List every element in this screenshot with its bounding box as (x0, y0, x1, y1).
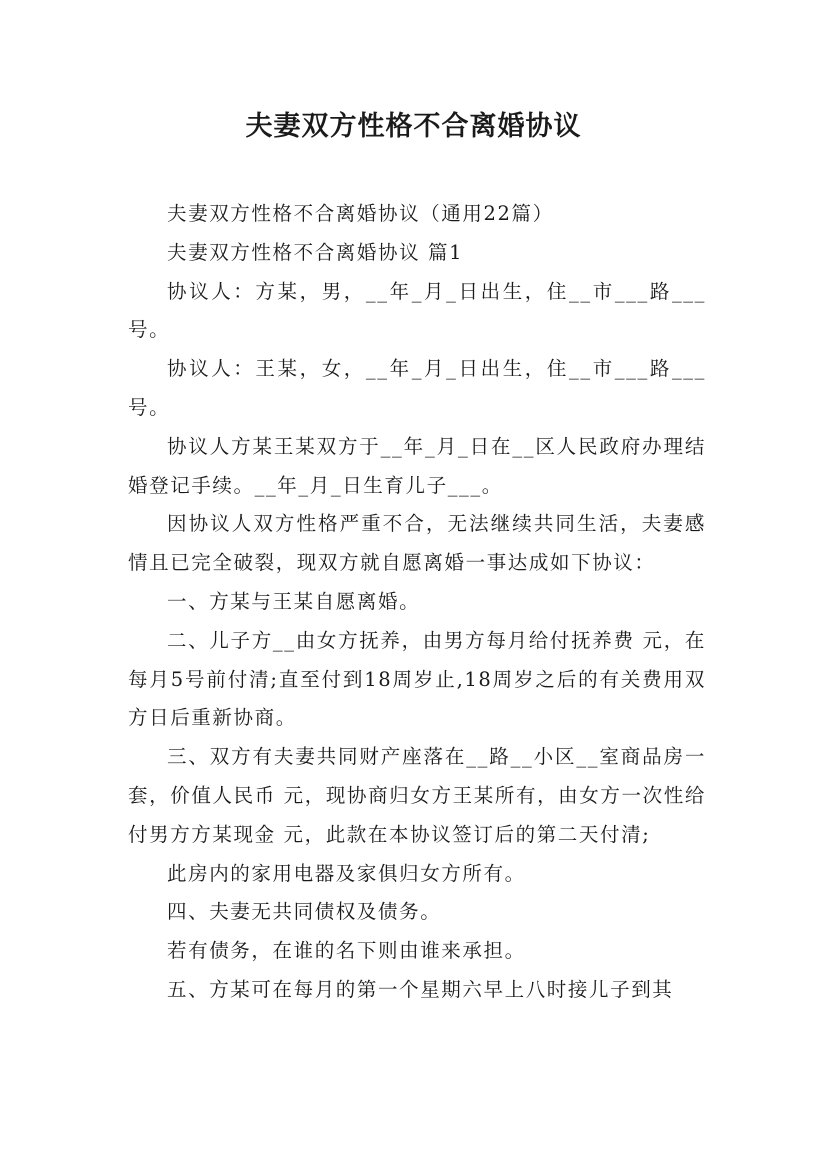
paragraph-party-1: 协议人：方某，男，__年_月_日出生，住__市___路___号。 (128, 279, 706, 342)
paragraph-section-heading: 夫妻双方性格不合离婚协议 篇1 (167, 240, 464, 264)
paragraph-clause-1: 一、方某与王某自愿离婚。 (167, 589, 421, 613)
paragraph-party-2: 协议人：王某，女，__年_月_日出生，住__市___路___号。 (128, 357, 706, 419)
paragraph-clause-2: 二、儿子方__由女方抚养，由男方每月给付抚养费 元，在每月5号前付清;直至付到18周岁止,18周岁之后的有关费用双方日后重新协商。 (128, 628, 706, 730)
paragraph-subtitle: 夫妻双方性格不合离婚协议（通用22篇） (167, 202, 554, 225)
paragraph-clause-3: 三、双方有夫妻共同财产座落在__路__小区__室商品房一套，价值人民币 元，现协商归女方王某所有，由女方一次性给付男方方某现金 元，此款在本协议签订后的第二天付清; (128, 745, 706, 846)
paragraph-divorce-reason: 因协议人双方性格严重不合，无法继续共同生活，夫妻感情且已完全破裂，现双方就自愿离婚一事达成如下协议： (128, 512, 706, 575)
paragraph-clause-5: 五、方某可在每月的第一个星期六早上八时接儿子到其 (167, 977, 674, 1001)
paragraph-marriage-registration: 协议人方某王某双方于__年_月_日在__区人民政府办理结婚登记手续。__年_月_日生育儿子___。 (128, 434, 706, 497)
document-body (128, 195, 706, 1010)
paragraph-clause-3-appliances: 此房内的家用电器及家俱归女方所有。 (167, 861, 526, 885)
paragraph-clause-4-debts: 若有债务，在谁的名下则由谁来承担。 (167, 939, 526, 963)
paragraph-clause-4: 四、夫妻无共同债权及债务。 (167, 900, 442, 924)
document-title: 夫妻双方性格不合离婚协议 (245, 111, 582, 142)
